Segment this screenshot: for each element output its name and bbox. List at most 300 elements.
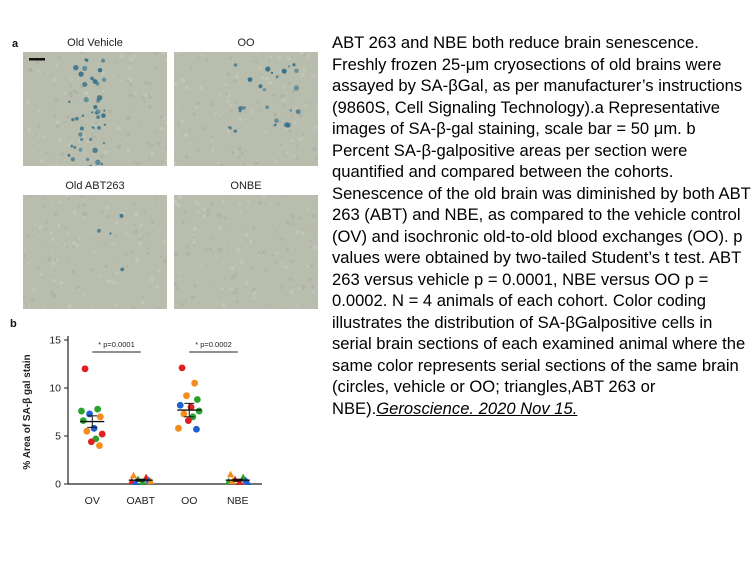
stain-spot bbox=[85, 59, 88, 62]
tissue-texture bbox=[295, 107, 297, 109]
tissue-texture bbox=[181, 78, 185, 82]
stain-spot bbox=[238, 106, 243, 111]
tissue-texture bbox=[87, 164, 88, 165]
tissue-texture bbox=[198, 57, 200, 59]
tissue-texture bbox=[210, 103, 214, 107]
stain-spot bbox=[92, 148, 97, 153]
stain-spot bbox=[73, 146, 76, 149]
tissue-texture bbox=[68, 304, 72, 308]
tissue-texture bbox=[279, 120, 282, 123]
tissue-texture bbox=[55, 269, 57, 271]
tissue-texture bbox=[180, 303, 184, 307]
y-tick-label: 15 bbox=[49, 334, 61, 347]
tissue-texture bbox=[295, 250, 297, 252]
tissue-texture bbox=[228, 242, 230, 244]
data-point-circle bbox=[78, 408, 85, 415]
tissue-texture bbox=[164, 164, 166, 166]
tissue-texture bbox=[102, 71, 106, 75]
tissue-texture bbox=[49, 115, 51, 117]
tissue-texture bbox=[66, 233, 69, 236]
tissue-texture bbox=[80, 101, 82, 103]
stain-spot bbox=[86, 158, 89, 161]
tissue-texture bbox=[35, 68, 36, 69]
tissue-texture bbox=[125, 230, 127, 232]
tissue-texture bbox=[197, 211, 199, 213]
tissue-texture bbox=[50, 290, 53, 293]
tissue-texture bbox=[75, 242, 76, 243]
y-tick-label: 10 bbox=[49, 382, 61, 395]
tissue-texture bbox=[51, 204, 53, 206]
tissue-texture bbox=[193, 241, 196, 244]
tissue-texture bbox=[118, 101, 119, 102]
tissue-texture bbox=[151, 220, 154, 223]
data-point-triangle bbox=[130, 472, 137, 478]
tissue-texture bbox=[55, 98, 58, 101]
tissue-texture bbox=[279, 147, 281, 149]
tissue-texture bbox=[285, 265, 289, 269]
stain-spot bbox=[75, 117, 79, 121]
tissue-texture bbox=[116, 260, 118, 262]
tissue-texture bbox=[52, 253, 54, 255]
tissue-texture bbox=[185, 155, 189, 159]
tissue-texture bbox=[82, 196, 84, 198]
tissue-texture bbox=[42, 198, 44, 200]
tissue-texture bbox=[129, 63, 130, 64]
tissue-texture bbox=[143, 212, 146, 215]
tissue-texture bbox=[256, 243, 258, 245]
tissue-texture bbox=[65, 227, 68, 230]
tissue-texture bbox=[32, 150, 35, 153]
tissue-texture bbox=[238, 203, 241, 206]
tissue-texture bbox=[291, 155, 293, 157]
stain-spot bbox=[101, 163, 104, 166]
tissue-texture bbox=[206, 209, 210, 213]
tissue-texture bbox=[253, 297, 256, 300]
tissue-texture bbox=[57, 223, 60, 226]
tissue-texture bbox=[82, 203, 86, 207]
tissue-texture bbox=[191, 296, 194, 299]
tissue-texture bbox=[115, 62, 117, 64]
tissue-texture bbox=[272, 94, 275, 97]
tissue-texture bbox=[78, 237, 81, 240]
tissue-texture bbox=[50, 276, 51, 277]
tissue-texture bbox=[46, 152, 49, 155]
tissue-texture bbox=[243, 268, 245, 270]
tissue-background bbox=[174, 195, 318, 309]
tissue-texture bbox=[209, 248, 212, 251]
data-point-circle bbox=[97, 413, 104, 420]
tissue-texture bbox=[194, 245, 196, 247]
tissue-texture bbox=[42, 205, 46, 209]
tissue-texture bbox=[120, 55, 124, 59]
tissue-texture bbox=[213, 81, 215, 83]
tissue-texture bbox=[291, 140, 294, 143]
tissue-texture bbox=[312, 287, 314, 289]
tissue-texture bbox=[102, 90, 105, 93]
tissue-texture bbox=[151, 152, 154, 155]
tissue-texture bbox=[54, 259, 56, 261]
tissue-texture bbox=[57, 287, 58, 288]
tissue-texture bbox=[230, 266, 234, 270]
tissue-texture bbox=[59, 138, 63, 142]
stain-spot bbox=[78, 132, 82, 136]
panel-b-letter: b bbox=[10, 318, 17, 330]
tissue-texture bbox=[289, 277, 293, 281]
tissue-texture bbox=[272, 254, 274, 256]
tissue-texture bbox=[176, 132, 178, 134]
tissue-texture bbox=[140, 146, 142, 148]
tissue-texture bbox=[269, 151, 270, 152]
tissue-texture bbox=[126, 116, 130, 120]
tissue-texture bbox=[24, 249, 26, 251]
tissue-texture bbox=[76, 91, 79, 94]
tissue-texture bbox=[307, 265, 310, 268]
tissue-texture bbox=[160, 116, 163, 119]
tissue-texture bbox=[230, 145, 231, 146]
tissue-texture bbox=[277, 152, 279, 154]
data-point-circle bbox=[99, 431, 106, 438]
stain-spot bbox=[290, 109, 292, 111]
tissue-texture bbox=[66, 115, 70, 119]
tissue-texture bbox=[176, 203, 180, 207]
tissue-texture bbox=[228, 250, 230, 252]
significance-label: * p=0.0001 bbox=[98, 340, 135, 349]
tissue-texture bbox=[291, 214, 295, 218]
tissue-texture bbox=[189, 129, 192, 132]
tissue-texture bbox=[215, 282, 216, 283]
tissue-texture bbox=[289, 113, 290, 114]
tissue-texture bbox=[226, 61, 227, 62]
tissue-texture bbox=[99, 59, 101, 61]
tissue-texture bbox=[231, 279, 233, 281]
tissue-texture bbox=[73, 211, 77, 215]
tissue-texture bbox=[63, 121, 65, 123]
tissue-texture bbox=[103, 242, 105, 244]
tissue-texture bbox=[250, 266, 253, 269]
tissue-texture bbox=[232, 134, 233, 135]
tissue-texture bbox=[85, 116, 87, 118]
tissue-texture bbox=[82, 212, 86, 216]
micrograph-title-oo: OO bbox=[237, 37, 255, 49]
tissue-texture bbox=[148, 82, 151, 85]
tissue-texture bbox=[301, 231, 305, 235]
tissue-texture bbox=[233, 79, 237, 83]
tissue-texture bbox=[306, 127, 308, 129]
tissue-texture bbox=[39, 273, 42, 276]
tissue-texture bbox=[245, 233, 249, 237]
tissue-texture bbox=[69, 136, 71, 138]
tissue-texture bbox=[83, 294, 86, 297]
x-tick-label: OABT bbox=[126, 495, 156, 507]
tissue-texture bbox=[257, 101, 260, 104]
tissue-texture bbox=[60, 132, 62, 134]
tissue-texture bbox=[27, 128, 31, 132]
tissue-texture bbox=[193, 227, 197, 231]
tissue-texture bbox=[27, 283, 29, 285]
data-point-circle bbox=[183, 392, 190, 399]
tissue-texture bbox=[158, 270, 161, 273]
tissue-texture bbox=[192, 112, 196, 116]
data-point-circle bbox=[83, 428, 90, 435]
tissue-texture bbox=[270, 56, 272, 58]
tissue-texture bbox=[315, 80, 317, 82]
tissue-texture bbox=[88, 103, 90, 105]
tissue-texture bbox=[31, 240, 33, 242]
stain-spot bbox=[103, 109, 105, 111]
tissue-texture bbox=[91, 307, 93, 309]
tissue-texture bbox=[237, 96, 238, 97]
tissue-texture bbox=[107, 215, 110, 218]
tissue-texture bbox=[37, 70, 40, 73]
tissue-texture bbox=[231, 131, 233, 133]
tissue-texture bbox=[42, 243, 44, 245]
tissue-texture bbox=[255, 161, 258, 164]
tissue-texture bbox=[112, 242, 115, 245]
tissue-texture bbox=[136, 162, 140, 166]
tissue-texture bbox=[99, 87, 101, 89]
tissue-texture bbox=[27, 143, 28, 144]
tissue-texture bbox=[53, 77, 57, 81]
stain-spot bbox=[82, 114, 85, 117]
tissue-texture bbox=[199, 137, 201, 139]
stain-spot bbox=[274, 118, 279, 123]
tissue-texture bbox=[286, 221, 290, 225]
stain-spot bbox=[120, 214, 124, 218]
tissue-texture bbox=[238, 147, 242, 151]
stain-spot bbox=[97, 95, 103, 101]
tissue-texture bbox=[293, 154, 296, 157]
stain-spot bbox=[102, 78, 106, 82]
tissue-texture bbox=[82, 240, 83, 241]
stain-spot bbox=[90, 77, 94, 81]
citation-link[interactable]: Geroscience. 2020 Nov 15. bbox=[376, 398, 578, 418]
panel-a-letter: a bbox=[12, 38, 19, 50]
tissue-texture bbox=[302, 68, 305, 71]
tissue-texture bbox=[227, 72, 231, 76]
tissue-texture bbox=[54, 213, 58, 217]
tissue-texture bbox=[121, 266, 122, 267]
tissue-texture bbox=[47, 257, 51, 261]
stain-spot bbox=[96, 115, 100, 119]
tissue-texture bbox=[34, 224, 36, 226]
stain-spot bbox=[294, 85, 299, 90]
tissue-texture bbox=[242, 305, 244, 307]
tissue-texture bbox=[210, 237, 213, 240]
tissue-texture bbox=[52, 293, 55, 296]
tissue-texture bbox=[232, 292, 234, 294]
tissue-texture bbox=[66, 246, 68, 248]
tissue-texture bbox=[43, 72, 45, 74]
tissue-texture bbox=[190, 142, 192, 144]
tissue-texture bbox=[277, 202, 280, 205]
tissue-texture bbox=[281, 237, 285, 241]
tissue-texture bbox=[54, 306, 56, 308]
micrograph-title-old-abt263: Old ABT263 bbox=[65, 180, 125, 192]
tissue-texture bbox=[282, 98, 285, 101]
stain-spot bbox=[93, 79, 98, 84]
stain-spot bbox=[79, 72, 84, 77]
stain-spot bbox=[271, 72, 273, 74]
tissue-texture bbox=[67, 198, 70, 201]
tissue-texture bbox=[94, 129, 96, 131]
figure-caption bbox=[332, 32, 752, 419]
tissue-texture bbox=[230, 287, 233, 290]
tissue-texture bbox=[299, 113, 303, 117]
tissue-texture bbox=[238, 268, 240, 270]
tissue-texture bbox=[225, 83, 228, 86]
tissue-texture bbox=[126, 254, 128, 256]
tissue-texture bbox=[285, 145, 287, 147]
tissue-texture bbox=[285, 248, 289, 252]
tissue-texture bbox=[64, 303, 66, 305]
tissue-texture bbox=[134, 223, 136, 225]
tissue-texture bbox=[203, 215, 206, 218]
tissue-texture bbox=[283, 114, 285, 116]
tissue-texture bbox=[115, 234, 118, 237]
tissue-texture bbox=[231, 242, 233, 244]
tissue-texture bbox=[310, 245, 313, 248]
tissue-texture bbox=[292, 222, 295, 225]
tissue-texture bbox=[218, 97, 220, 99]
stain-spot bbox=[120, 268, 124, 272]
tissue-texture bbox=[160, 255, 163, 258]
tissue-texture bbox=[115, 221, 119, 225]
stain-spot bbox=[103, 142, 105, 144]
tissue-texture bbox=[27, 262, 29, 264]
tissue-texture bbox=[286, 127, 289, 130]
tissue-texture bbox=[140, 300, 144, 304]
tissue-texture bbox=[193, 234, 195, 236]
data-point-circle bbox=[82, 365, 89, 372]
tissue-texture bbox=[91, 133, 92, 134]
tissue-texture bbox=[56, 125, 60, 129]
tissue-texture bbox=[281, 262, 284, 265]
tissue-texture bbox=[150, 277, 154, 281]
tissue-texture bbox=[261, 254, 263, 256]
tissue-texture bbox=[134, 212, 138, 216]
tissue-texture bbox=[245, 118, 247, 120]
tissue-texture bbox=[86, 140, 90, 144]
stain-spot bbox=[274, 124, 277, 127]
tissue-texture bbox=[196, 138, 198, 140]
tissue-texture bbox=[143, 101, 145, 103]
tissue-texture bbox=[240, 211, 242, 213]
stain-spot bbox=[282, 69, 287, 74]
tissue-texture bbox=[198, 302, 200, 304]
tissue-texture bbox=[128, 236, 130, 238]
tissue-texture bbox=[307, 207, 310, 210]
tissue-texture bbox=[229, 104, 232, 107]
y-tick-label: 0 bbox=[55, 478, 61, 491]
stain-spot bbox=[82, 66, 87, 71]
tissue-texture bbox=[259, 151, 260, 152]
stain-spot bbox=[82, 82, 87, 87]
data-point-circle bbox=[194, 396, 201, 403]
tissue-texture bbox=[126, 264, 129, 267]
tissue-texture bbox=[298, 287, 301, 290]
tissue-texture bbox=[185, 299, 187, 301]
tissue-texture bbox=[55, 224, 56, 225]
tissue-texture bbox=[275, 231, 278, 234]
tissue-texture bbox=[234, 292, 237, 295]
data-point-circle bbox=[88, 438, 95, 445]
stain-spot bbox=[89, 138, 92, 141]
tissue-texture bbox=[34, 114, 36, 116]
tissue-texture bbox=[245, 149, 247, 151]
tissue-texture bbox=[296, 230, 300, 234]
tissue-texture bbox=[129, 93, 133, 97]
tissue-texture bbox=[244, 287, 246, 289]
tissue-texture bbox=[242, 228, 244, 230]
tissue-texture bbox=[23, 96, 25, 98]
tissue-texture bbox=[259, 127, 260, 128]
tissue-texture bbox=[133, 55, 136, 58]
tissue-texture bbox=[199, 86, 203, 90]
tissue-texture bbox=[37, 267, 39, 269]
tissue-texture bbox=[286, 152, 289, 155]
scatter-plot bbox=[10, 318, 272, 518]
tissue-texture bbox=[309, 240, 311, 242]
tissue-texture bbox=[270, 125, 272, 127]
tissue-texture bbox=[122, 294, 123, 295]
tissue-texture bbox=[161, 233, 162, 234]
tissue-texture bbox=[64, 92, 67, 95]
tissue-texture bbox=[200, 265, 202, 267]
data-point-circle bbox=[80, 417, 87, 424]
stain-spot bbox=[97, 229, 101, 233]
tissue-texture bbox=[279, 225, 280, 226]
stain-spot bbox=[95, 160, 100, 165]
tissue-texture bbox=[298, 217, 302, 221]
x-tick-label: NBE bbox=[226, 495, 249, 507]
tissue-texture bbox=[238, 117, 242, 121]
stain-spot bbox=[80, 127, 84, 131]
tissue-texture bbox=[79, 84, 81, 86]
stain-spot bbox=[101, 59, 105, 63]
tissue-texture bbox=[177, 226, 179, 228]
data-point-circle bbox=[179, 364, 186, 371]
tissue-texture bbox=[120, 68, 121, 69]
tissue-texture bbox=[139, 224, 143, 228]
tissue-texture bbox=[89, 197, 91, 199]
tissue-texture bbox=[159, 119, 161, 121]
tissue-texture bbox=[174, 143, 177, 146]
tissue-texture bbox=[300, 282, 301, 283]
tissue-texture bbox=[50, 238, 54, 242]
data-point-circle bbox=[91, 425, 98, 432]
tissue-texture bbox=[216, 86, 218, 88]
tissue-texture bbox=[306, 55, 309, 58]
significance-label: * p=0.0002 bbox=[195, 340, 232, 349]
tissue-texture bbox=[32, 288, 36, 292]
tissue-texture bbox=[131, 250, 135, 254]
stain-spot bbox=[67, 154, 70, 157]
tissue-texture bbox=[312, 75, 314, 77]
tissue-texture bbox=[55, 120, 59, 124]
tissue-texture bbox=[250, 111, 253, 114]
tissue-texture bbox=[299, 137, 303, 141]
stain-spot bbox=[71, 157, 75, 161]
tissue-texture bbox=[201, 54, 204, 57]
tissue-texture bbox=[69, 91, 72, 94]
tissue-texture bbox=[262, 53, 264, 55]
tissue-texture bbox=[206, 214, 209, 217]
tissue-texture bbox=[218, 148, 219, 149]
tissue-texture bbox=[296, 133, 298, 135]
tissue-texture bbox=[26, 119, 29, 122]
tissue-texture bbox=[296, 157, 299, 160]
tissue-texture bbox=[227, 100, 230, 103]
